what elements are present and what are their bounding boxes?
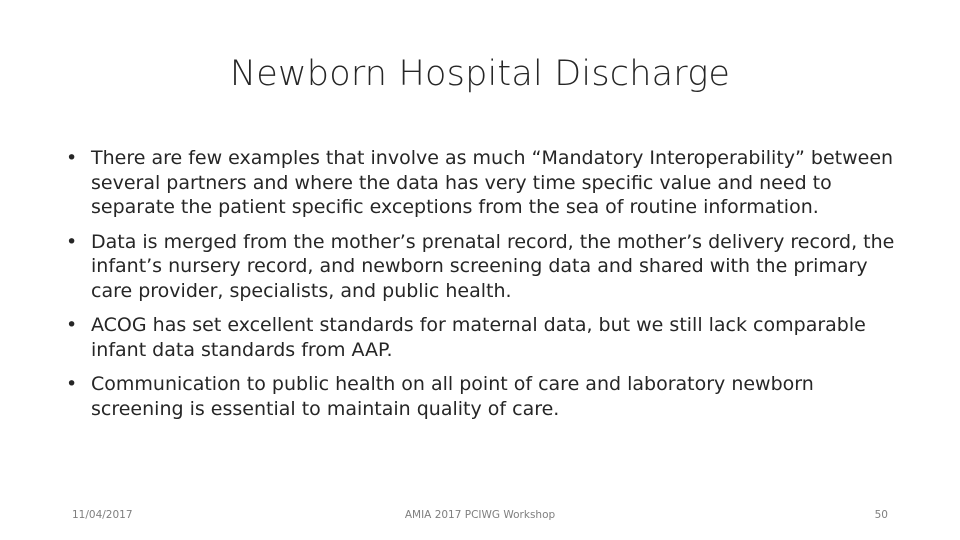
bullet-glyph: • [66, 230, 78, 253]
bullet-glyph: • [66, 147, 78, 169]
footer-title: AMIA 2017 PCIWG Workshop [404, 509, 556, 521]
page-number: 50 [874, 509, 888, 521]
bullet-item [66, 146, 906, 220]
bullet-text: ACOG has set excellent standards for maternal data, but we still lack comparable infant data standards from AAP. [91, 314, 866, 361]
slide-title: Newborn Hospital Discharge [229, 54, 731, 94]
bullet-text: There are few examples that involve as much “Mandatory Interoperability” between several partners and where the data has very time specific value and need to separate the patient specific exceptions from the sea of routine information. [91, 147, 894, 218]
bullet-text: Data is merged from the mother’s prenatal record, the mother’s delivery record, the infant’s nursery record, and newborn screening data and shared with the primary care provider, specialists, and public health. [91, 230, 895, 302]
footer-date: 11/04/2017 [72, 509, 133, 521]
bullet-item [66, 372, 906, 421]
bullet-glyph: • [66, 314, 78, 336]
bullet-item [66, 230, 906, 304]
bullet-item [66, 313, 906, 362]
bullet-glyph: • [66, 373, 78, 395]
bullet-text: Communication to public health on all point of care and laboratory newborn screening is essential to maintain quality of care. [91, 373, 814, 420]
bullet-list [66, 146, 906, 431]
